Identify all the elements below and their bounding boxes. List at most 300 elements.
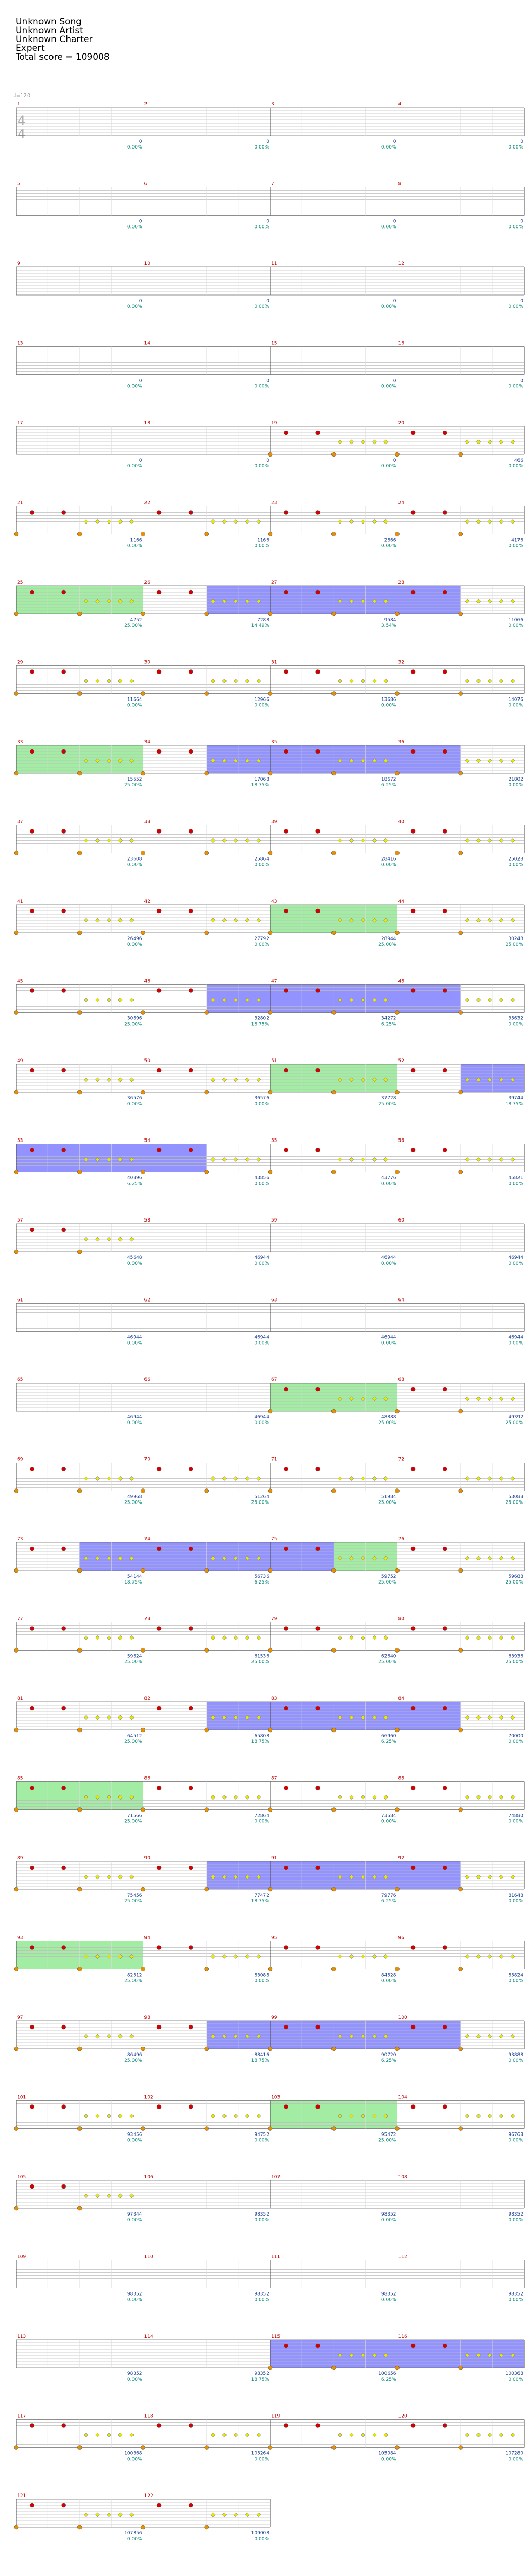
cymbal-note: [222, 2513, 227, 2517]
measure: [143, 2334, 271, 2382]
measure-star-percent: 0.00%: [381, 384, 396, 390]
measure: [268, 1537, 397, 1585]
measure-score: 82512: [127, 1973, 142, 1978]
measure-number: 20: [398, 421, 404, 426]
cymbal-note: [118, 918, 122, 922]
cymbal-note: [211, 1795, 215, 1800]
kick-note: [205, 771, 209, 775]
kick-note: [459, 1568, 463, 1573]
cymbal-note: [465, 918, 469, 922]
cymbal-note: [245, 2114, 249, 2118]
kick-note: [331, 1090, 336, 1094]
snare-note: [316, 2025, 320, 2029]
snare-note: [443, 1387, 447, 1391]
measure-number: 80: [398, 1616, 404, 1622]
kick-note: [268, 1011, 272, 1015]
measure-star-percent: 0.00%: [254, 1978, 269, 1984]
measure-star-percent: 25.00%: [378, 1500, 396, 1506]
measure-number: 114: [144, 2334, 153, 2339]
measure-star-percent: 0.00%: [254, 1819, 269, 1824]
measure-score: 77472: [254, 1893, 269, 1898]
cymbal-note: [338, 1636, 342, 1640]
kick-note: [268, 931, 272, 935]
cymbal-note: [511, 759, 515, 763]
kick-note: [331, 1808, 336, 1812]
snare-note: [157, 2424, 161, 2428]
cymbal-note: [361, 1955, 365, 1959]
measure: [141, 1058, 271, 1107]
kick-note: [205, 2127, 209, 2131]
cymbal-note: [211, 1078, 215, 1082]
cymbal-note: [465, 1158, 469, 1162]
kick-note: [77, 2446, 82, 2450]
snare-note: [411, 431, 415, 435]
snare-note: [30, 2424, 34, 2428]
cymbal-note: [234, 1795, 238, 1800]
measure-number: 60: [398, 1218, 404, 1223]
measure-star-percent: 0.00%: [381, 1978, 396, 1984]
measure-number: 102: [144, 2095, 153, 2100]
measure-score: 0: [520, 139, 523, 144]
cymbal-note: [383, 1158, 388, 1162]
kick-note: [459, 1170, 463, 1174]
kick-note: [459, 1648, 463, 1653]
measure-score: 28944: [381, 936, 396, 942]
cymbal-note: [349, 1795, 353, 1800]
measure-star-percent: 0.00%: [508, 145, 523, 150]
cymbal-note: [338, 1477, 342, 1481]
measure: [395, 979, 525, 1027]
cymbal-note: [107, 2433, 111, 2437]
kick-note: [77, 1568, 82, 1573]
cymbal-note: [118, 2513, 122, 2517]
cymbal-note: [361, 1158, 365, 1162]
cymbal-note: [488, 599, 492, 603]
cymbal-note: [383, 440, 388, 444]
kick-note: [268, 2047, 272, 2051]
kick-note: [205, 1011, 209, 1015]
measure-star-percent: 25.00%: [505, 942, 523, 947]
cymbal-note: [511, 2433, 515, 2437]
measure-score: 32802: [254, 1016, 269, 1022]
measure-star-percent: 0.00%: [127, 1102, 142, 1107]
measure-number: 32: [398, 660, 404, 665]
cymbal-note: [383, 839, 388, 843]
measure-star-percent: 0.00%: [254, 384, 269, 390]
measure-number: 17: [17, 421, 23, 426]
measure-number: 34: [144, 740, 150, 745]
measure: [268, 1617, 397, 1665]
cymbal-note: [488, 2433, 492, 2437]
cymbal-note: [257, 2433, 261, 2437]
measure: [14, 2493, 143, 2542]
measure-score: 98352: [127, 2371, 142, 2377]
cymbal-note: [488, 2034, 492, 2038]
measure: [141, 899, 271, 947]
kick-note: [459, 2446, 463, 2450]
cymbal-note: [511, 918, 515, 922]
measure-number: 74: [144, 1537, 150, 1542]
measure: [270, 2255, 397, 2303]
measure-score: 34272: [381, 1016, 396, 1022]
measure-score: 49968: [127, 1494, 142, 1500]
kick-note: [459, 1967, 463, 1971]
cymbal-note: [118, 2114, 122, 2118]
kick-note: [395, 1967, 400, 1971]
cymbal-note: [234, 2114, 238, 2118]
measure: [141, 1856, 271, 1904]
cymbal-note: [257, 839, 261, 843]
cymbal-note: [95, 998, 99, 1002]
measure: [395, 1936, 525, 1984]
measure-star-percent: 0.00%: [254, 1340, 269, 1346]
measure-number: 107: [271, 2175, 281, 2180]
measure-number: 36: [398, 740, 404, 745]
cymbal-note: [222, 1078, 227, 1082]
measure-star-percent: 0.00%: [254, 464, 269, 469]
cymbal-note: [118, 839, 122, 843]
kick-note: [459, 1887, 463, 1891]
kick-note: [395, 851, 400, 855]
measure: [14, 501, 143, 549]
measure: [14, 979, 143, 1027]
measure-star-percent: 0.00%: [127, 224, 142, 230]
song-title: Unknown Song: [16, 17, 82, 27]
cymbal-note: [499, 839, 503, 843]
cymbal-note: [511, 998, 515, 1002]
time-signature-numerator: 4: [18, 113, 26, 128]
measure-star-percent: 0.00%: [508, 2218, 523, 2223]
kick-note: [331, 771, 336, 775]
cymbal-note: [488, 1875, 492, 1879]
measure-number: 48: [398, 978, 404, 984]
kick-note: [141, 1887, 145, 1891]
snare-note: [316, 1467, 320, 1471]
cymbal-note: [511, 1875, 515, 1879]
measure-score: 25864: [254, 856, 269, 862]
measure-number: 46: [144, 978, 150, 984]
measure: [397, 2175, 525, 2223]
kick-note: [77, 2206, 82, 2210]
kick-note: [77, 1728, 82, 1732]
measure-number: 108: [398, 2175, 407, 2180]
measure-score: 90720: [381, 2052, 396, 2058]
kick-note: [459, 532, 463, 536]
measure-star-percent: 14.49%: [251, 623, 269, 628]
measure-score: 23608: [127, 856, 142, 862]
measure-number: 89: [17, 1856, 23, 1861]
measure: [397, 1218, 525, 1266]
measure-number: 109: [17, 2254, 26, 2260]
measure: [141, 2095, 271, 2143]
cymbal-note: [211, 679, 215, 683]
measure: [270, 261, 397, 310]
measure-number: 61: [17, 1297, 23, 1303]
kick-note: [331, 2366, 336, 2370]
cymbal-note: [95, 1078, 99, 1082]
cymbal-note: [349, 839, 353, 843]
cymbal-note: [222, 1795, 227, 1800]
cymbal-note: [476, 2114, 481, 2118]
cymbal-note: [118, 520, 122, 524]
measure-score: 100368: [124, 2451, 142, 2457]
cymbal-note: [245, 1636, 249, 1640]
measure-star-percent: 0.00%: [127, 464, 142, 469]
measure-star-percent: 18.75%: [251, 783, 269, 788]
snare-note: [189, 829, 193, 834]
cymbal-note: [499, 998, 503, 1002]
measure-star-percent: 18.75%: [505, 1102, 523, 1107]
cymbal-note: [245, 2513, 249, 2517]
snare-note: [189, 590, 193, 594]
cymbal-note: [476, 679, 481, 683]
cymbal-note: [245, 839, 249, 843]
snare-note: [284, 909, 288, 913]
measure: [268, 1936, 397, 1984]
measure: [268, 2414, 397, 2462]
measure: [141, 1617, 271, 1665]
cymbal-note: [107, 1875, 111, 1879]
cymbal-note: [488, 759, 492, 763]
snare-note: [443, 2105, 447, 2109]
cymbal-note: [107, 998, 111, 1002]
cymbal-note: [465, 1715, 469, 1720]
measure-number: 103: [271, 2095, 281, 2100]
snare-note: [30, 1228, 34, 1232]
kick-note: [331, 452, 336, 457]
snare-note: [189, 670, 193, 674]
snare-note: [284, 590, 288, 594]
cymbal-note: [95, 2513, 99, 2517]
measure-number: 88: [398, 1776, 404, 1781]
measure-star-percent: 0.00%: [508, 384, 523, 390]
cymbal-note: [234, 2433, 238, 2437]
measure: [141, 740, 271, 788]
kick-note: [77, 2525, 82, 2529]
measure-number: 66: [144, 1377, 150, 1383]
cymbal-note: [95, 2433, 99, 2437]
kick-note: [141, 1090, 145, 1094]
cymbal-note: [107, 1715, 111, 1720]
cymbal-note: [95, 918, 99, 922]
measure-score: 0: [139, 219, 142, 224]
measure-number: 79: [271, 1616, 277, 1622]
measure-number: 96: [398, 1935, 404, 1941]
measure-star-percent: 25.00%: [124, 1819, 142, 1824]
measure: [395, 820, 525, 868]
measure-score: 30896: [127, 1016, 142, 1022]
measure-score: 105264: [251, 2451, 269, 2457]
measure: [143, 102, 271, 150]
cymbal-note: [222, 1158, 227, 1162]
measure: [14, 1537, 143, 1585]
measure-number: 51: [271, 1058, 277, 1064]
measure-star-percent: 0.00%: [254, 1181, 269, 1187]
snare-note: [62, 1706, 66, 1710]
kick-note: [205, 1808, 209, 1812]
measure: [14, 2015, 143, 2063]
measure: [268, 2095, 397, 2143]
snare-note: [30, 2184, 34, 2189]
measure-score: 30248: [508, 936, 523, 942]
kick-note: [395, 1489, 400, 1493]
measure-star-percent: 0.00%: [508, 1181, 523, 1187]
measure: [14, 1776, 143, 1824]
kick-note: [395, 2047, 400, 2051]
cymbal-note: [499, 759, 503, 763]
measure: [143, 2175, 271, 2223]
kick-note: [14, 2127, 18, 2131]
measure: [395, 1537, 525, 1585]
measure: [141, 1936, 271, 1984]
cymbal-note: [476, 440, 481, 444]
measure: [14, 820, 143, 868]
measure-score: 51264: [254, 1494, 269, 1500]
measure: [16, 341, 143, 390]
snare-note: [316, 590, 320, 594]
measure-score: 46944: [127, 1335, 142, 1340]
snare-note: [30, 1946, 34, 1950]
cymbal-note: [349, 1477, 353, 1481]
measure-star-percent: 0.00%: [508, 2457, 523, 2462]
cymbal-note: [257, 1636, 261, 1640]
measure-number: 85: [17, 1776, 23, 1781]
measure-score: 94752: [254, 2132, 269, 2138]
measure-number: 99: [271, 2015, 277, 2020]
measure-number: 95: [271, 1935, 277, 1941]
measure: [268, 899, 397, 947]
measure-number: 42: [144, 899, 150, 904]
measure-score: 56736: [254, 1574, 269, 1579]
cymbal-note: [499, 599, 503, 603]
measure: [14, 1936, 143, 1984]
measure-score: 4176: [511, 538, 523, 543]
measure-score: 9584: [384, 618, 396, 623]
kick-note: [77, 1250, 82, 1254]
measure-number: 118: [144, 2413, 153, 2419]
measure-star-percent: 0.00%: [254, 2138, 269, 2143]
measure: [270, 341, 397, 390]
kick-note: [14, 1090, 18, 1094]
cymbal-note: [95, 1237, 99, 1241]
snare-note: [411, 1467, 415, 1471]
snare-note: [157, 749, 161, 754]
measure-star-percent: 0.00%: [381, 304, 396, 310]
cymbal-note: [499, 918, 503, 922]
measure: [16, 1377, 143, 1426]
measure-number: 73: [17, 1537, 23, 1542]
measure-star-percent: 0.00%: [508, 464, 523, 469]
snare-note: [443, 1786, 447, 1790]
measure-score: 98352: [381, 2212, 396, 2217]
cymbal-note: [245, 1158, 249, 1162]
kick-note: [14, 2446, 18, 2450]
cymbal-note: [488, 440, 492, 444]
kick-note: [331, 1170, 336, 1174]
cymbal-note: [338, 1795, 342, 1800]
snare-note: [62, 829, 66, 834]
cymbal-note: [372, 2433, 376, 2437]
cymbal-note: [476, 1636, 481, 1640]
kick-note: [14, 1808, 18, 1812]
measure-score: 0: [393, 219, 396, 224]
measure-star-percent: 0.00%: [127, 543, 142, 549]
cymbal-note: [465, 679, 469, 683]
measure-star-percent: 0.00%: [381, 145, 396, 150]
cymbal-note: [84, 1237, 88, 1241]
measure-number: 69: [17, 1457, 23, 1463]
measure: [395, 1776, 525, 1824]
snare-note: [411, 1706, 415, 1710]
snare-note: [62, 2503, 66, 2507]
kick-note: [395, 1409, 400, 1413]
snare-note: [30, 1467, 34, 1471]
measure-number: 121: [17, 2493, 26, 2499]
kick-note: [331, 1568, 336, 1573]
measure-number: 1: [17, 102, 20, 107]
cymbal-note: [234, 679, 238, 683]
measure-number: 116: [398, 2334, 407, 2339]
measure-score: 15552: [127, 777, 142, 782]
kick-note: [141, 2127, 145, 2131]
measure-number: 5: [17, 181, 20, 187]
cymbal-note: [488, 1158, 492, 1162]
measure-score: 85824: [508, 1973, 523, 1978]
cymbal-note: [361, 1795, 365, 1800]
cymbal-note: [95, 839, 99, 843]
cymbal-note: [476, 759, 481, 763]
cymbal-note: [488, 1636, 492, 1640]
cymbal-note: [476, 1158, 481, 1162]
measure-number: 110: [144, 2254, 153, 2260]
cymbal-note: [511, 1397, 515, 1401]
measure-score: 27792: [254, 936, 269, 942]
snare-note: [189, 1627, 193, 1631]
measure-star-percent: 0.00%: [127, 1340, 142, 1346]
measure-star-percent: 25.00%: [124, 623, 142, 628]
measure-score: 107280: [505, 2451, 523, 2457]
measure: [395, 1856, 525, 1904]
measure-star-percent: 0.00%: [127, 2377, 142, 2382]
snare-note: [30, 2025, 34, 2029]
measure: [14, 580, 143, 628]
measure-score: 0: [393, 139, 396, 144]
measure-star-percent: 0.00%: [381, 2297, 396, 2303]
measure-number: 97: [17, 2015, 23, 2020]
measure-star-percent: 0.00%: [508, 304, 523, 310]
measure: [268, 1457, 397, 1506]
measure: [14, 1856, 143, 1904]
measure-number: 57: [17, 1218, 23, 1223]
snare-note: [157, 829, 161, 834]
measure-score: 100368: [505, 2371, 523, 2377]
snare-note: [443, 1467, 447, 1471]
measure-star-percent: 25.00%: [124, 1899, 142, 1904]
kick-note: [205, 1489, 209, 1493]
snare-note: [189, 1148, 193, 1152]
kick-note: [141, 692, 145, 696]
snare-note: [62, 2184, 66, 2189]
cymbal-note: [257, 918, 261, 922]
kick-note: [395, 2446, 400, 2450]
measure-star-percent: 25.00%: [378, 1420, 396, 1426]
cymbal-note: [465, 1477, 469, 1481]
measure-number: 37: [17, 819, 23, 825]
snare-note: [189, 1068, 193, 1072]
snare-note: [189, 2105, 193, 2109]
kick-note: [395, 1887, 400, 1891]
cymbal-note: [257, 2114, 261, 2118]
